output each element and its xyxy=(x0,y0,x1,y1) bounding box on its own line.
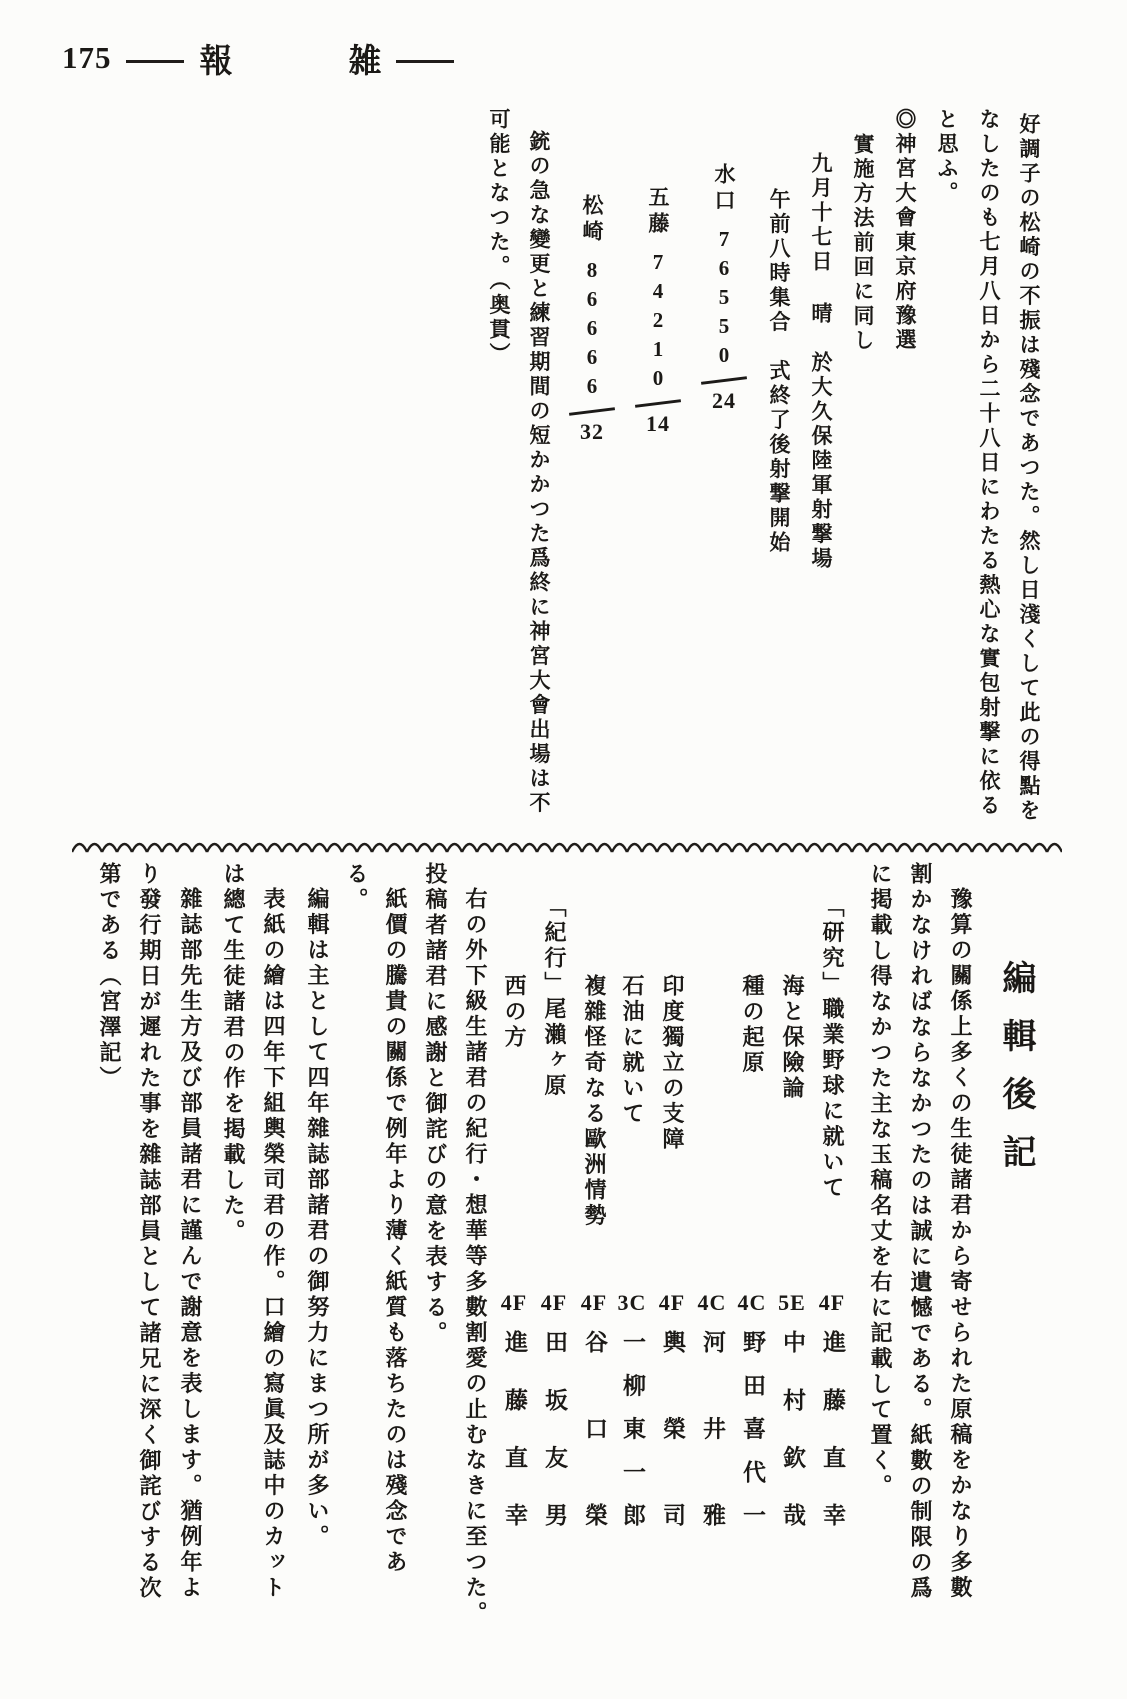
event-heading-column: ◎神宮大會東京府豫選 xyxy=(893,108,917,353)
author-grade: 3C xyxy=(617,1290,647,1315)
vertical-text-column: 投稿者諸君に感謝と御詫びの意を表する。 xyxy=(423,862,448,1347)
article-list-item xyxy=(777,862,807,1602)
article-list-item xyxy=(499,862,529,1602)
vertical-text-column: 豫算の關係上多くの生徒諸君から寄せられた原稿をかなり多數 xyxy=(948,887,973,1601)
running-head xyxy=(62,36,454,80)
vertical-text-column: 雜誌部先生方及び部員諸君に謹んで謝意を表します。猶例年よ xyxy=(178,887,203,1601)
author-grade: 4F xyxy=(658,1290,686,1315)
score-total: 14 xyxy=(646,411,670,436)
vertical-text-column: 右の外下級生諸君の紀行・想華等多數割愛の止むなきに至つた。 xyxy=(463,887,488,1627)
article-title: 複雜怪奇なる歐洲情勢 xyxy=(582,974,607,1229)
author-grade: 5E xyxy=(778,1290,806,1315)
author-name: 輿榮司 xyxy=(660,1330,685,1526)
article-title: 印度獨立の支障 xyxy=(660,974,685,1153)
vertical-text-column: と思ふ。 xyxy=(935,108,959,206)
score-total: 24 xyxy=(712,388,736,413)
page-number: 175 xyxy=(62,40,112,75)
vertical-text-column: は總て生徒諸君の作を掲載した。 xyxy=(221,862,246,1245)
sum-rule xyxy=(635,399,681,408)
author-name: 中村欽哉 xyxy=(780,1330,805,1526)
vertical-text-column: 可能となつた。（奥貫） xyxy=(487,108,511,367)
author-grade: 4F xyxy=(818,1290,846,1315)
shot-scores: 74210 xyxy=(646,250,670,395)
vertical-text-column: 九月十七日 晴 於大久保陸軍射撃場 xyxy=(809,152,833,572)
article-genre: 「研究」 xyxy=(820,895,845,997)
article-list-item xyxy=(697,862,727,1602)
author-name: 進藤直幸 xyxy=(502,1330,527,1526)
wavy-divider xyxy=(72,840,1062,856)
vertical-text-column: り發行期日が遲れた事を雜誌部員として諸兄に深く御詫びする次 xyxy=(137,862,162,1602)
article-title: 「研究」職業野球に就いて xyxy=(820,895,845,1201)
running-title-char-right: 雑 xyxy=(348,43,382,80)
author-name: 田坂友男 xyxy=(542,1330,567,1526)
author-grade: 4F xyxy=(540,1290,568,1315)
shooter-name: 五藤 xyxy=(646,186,670,238)
vertical-text-column: に掲載し得なかつた主な玉稿名丈を右に記載して置く。 xyxy=(868,862,893,1500)
vertical-text-column: なしたのも七月八日から二十八日にわたる熱心な實包射撃に依る xyxy=(977,108,1001,819)
header-rule-right xyxy=(396,60,454,63)
sum-rule xyxy=(701,376,747,385)
article-list-item xyxy=(539,862,569,1602)
sum-rule xyxy=(569,407,615,416)
running-title-char-left: 報 xyxy=(199,43,233,80)
score-column-goto xyxy=(631,186,685,437)
article-title: 海と保險論 xyxy=(780,974,805,1102)
vertical-text-column: 銃の急な變更と練習期間の短かかつた爲終に神宮大會出場は不 xyxy=(527,130,551,816)
author-grade: 4C xyxy=(697,1290,727,1315)
vertical-text-column: 表紙の繪は四年下組輿榮司君の作。口繪の寫眞及誌中のカット xyxy=(261,887,286,1601)
article-title: 石油に就いて xyxy=(620,974,645,1127)
vertical-text-column: 第である（宮澤記） xyxy=(97,862,122,1092)
shooter-name: 松崎 xyxy=(580,194,604,246)
author-name: 河井雅 xyxy=(700,1330,725,1526)
article-title: 「紀行」尾瀨ヶ原 xyxy=(542,895,567,1099)
article-genre: 「紀行」 xyxy=(542,895,567,997)
article-title: 種の起原 xyxy=(740,974,765,1076)
article-list-item xyxy=(817,862,847,1602)
section-title: 編輯後記 xyxy=(997,960,1034,1192)
vertical-text-column: 紙價の騰貴の關係で例年より薄く紙質も落ちたのは殘念であ xyxy=(383,887,408,1576)
author-name: 一柳東一郎 xyxy=(620,1330,645,1526)
author-name: 野田喜代一 xyxy=(740,1330,765,1526)
vertical-text-column: 午前八時集合 式終了後射撃開始 xyxy=(767,188,791,556)
score-column-mizuguchi xyxy=(697,163,751,414)
vertical-text-column: 編輯は主として四年雜誌部諸君の御努力にまつ所が多い。 xyxy=(305,887,330,1550)
shot-scores: 86666 xyxy=(580,258,604,403)
author-name: 谷口榮 xyxy=(582,1330,607,1526)
vertical-text-column: る。 xyxy=(344,862,369,913)
vertical-text-column: 實施方法前回に同し xyxy=(851,133,875,354)
author-grade: 4F xyxy=(580,1290,608,1315)
vertical-text-column: 割かなければならなかつたのは誠に遺憾である。紙數の制限の爲 xyxy=(908,862,933,1602)
author-name: 進藤直幸 xyxy=(820,1330,845,1526)
score-column-matsuzaki xyxy=(565,194,619,445)
header-rule-left xyxy=(126,60,184,63)
score-total: 32 xyxy=(580,419,604,444)
author-grade: 4C xyxy=(737,1290,767,1315)
shooter-name: 水口 xyxy=(712,163,736,215)
article-list-item xyxy=(657,862,687,1602)
article-list-item xyxy=(617,862,647,1602)
article-list-item xyxy=(579,862,609,1602)
author-grade: 4F xyxy=(500,1290,528,1315)
vertical-text-column: 好調子の松崎の不振は殘念であつた。然し日淺くして此の得點を xyxy=(1017,113,1041,824)
article-title: 西の方 xyxy=(502,974,527,1051)
shot-scores: 76550 xyxy=(712,227,736,372)
article-list-item xyxy=(737,862,767,1602)
